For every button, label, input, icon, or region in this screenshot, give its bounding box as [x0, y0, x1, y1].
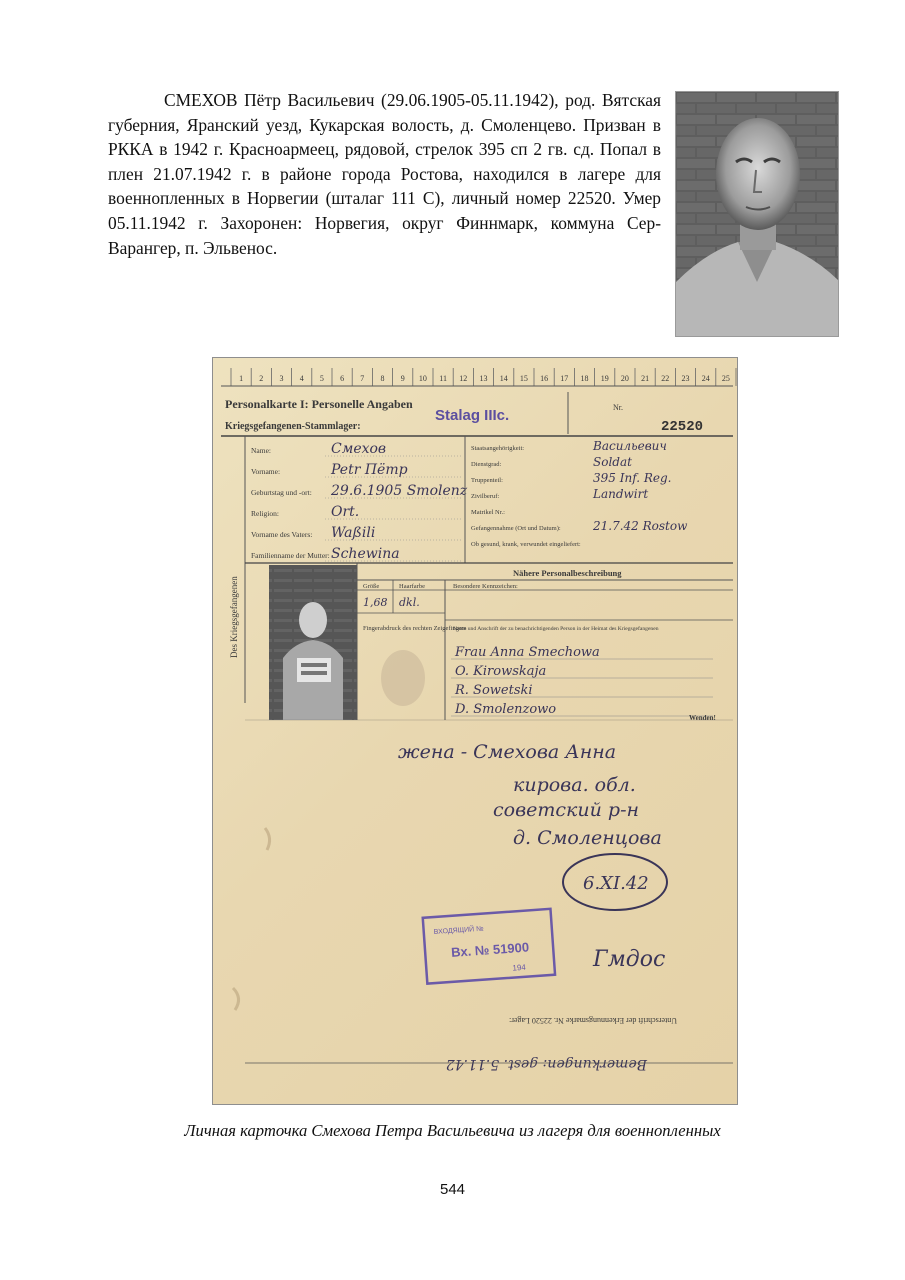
field-value: 395 Inf. Reg.: [593, 471, 672, 485]
column-number: 10: [418, 374, 427, 383]
stamp-line: 194: [512, 962, 527, 973]
field-label: Truppenteil:: [471, 477, 503, 484]
column-number: 7: [360, 374, 365, 383]
portrait-photo: [675, 91, 839, 337]
field-value: Waßili: [331, 525, 376, 541]
column-number: 22: [661, 374, 670, 383]
handwritten-line: кирова. обл.: [513, 774, 636, 796]
card-title: Personalkarte I: Personelle Angaben: [225, 397, 413, 411]
column-number: 25: [721, 374, 730, 383]
inverted-note: Bemerkungen: gest. 5.11.42: [445, 1056, 647, 1072]
field-value: Petr Пётр: [331, 462, 408, 478]
notify-line: Frau Anna Smechowa: [455, 645, 600, 660]
figure-caption: Личная карточка Смехова Петра Васильевича из лагеря для военнопленных: [184, 1121, 721, 1140]
description-value: dkl.: [399, 596, 420, 609]
number-label: Nr.: [613, 403, 623, 412]
notify-label: Name und Anschrift der zu benachrichtigenden Person in der Heimat des Kriegsgefangenen: [453, 626, 659, 632]
field-value: Landwirt: [593, 487, 649, 501]
column-number: 16: [540, 374, 549, 383]
prisoner-photo: [269, 565, 357, 720]
column-number: 11: [439, 374, 447, 383]
signature: Гмдос: [593, 947, 666, 972]
handwritten-line: д. Смоленцова: [513, 827, 662, 849]
column-number: 9: [400, 374, 405, 383]
column-number: 17: [560, 374, 569, 383]
field-value: Soldat: [593, 455, 632, 469]
column-number: 2: [259, 374, 264, 383]
column-number: 14: [499, 374, 508, 383]
field-value: Ort.: [331, 504, 360, 520]
card-number: 22520: [661, 419, 704, 435]
field-label: Ob gesund, krank, verwundet eingeliefert:: [471, 541, 581, 548]
description-column: Größe: [363, 583, 380, 590]
description-column: Besondere Kennzeichen:: [453, 583, 518, 590]
column-number: 15: [519, 374, 528, 383]
prisoner-card: [212, 357, 738, 1105]
field-label: Name:: [251, 446, 271, 455]
notify-line: R. Sowetski: [455, 683, 533, 698]
stamp-line: ВХОДЯЩИЙ №: [433, 925, 484, 937]
column-number: 13: [479, 374, 488, 383]
field-value: Schewina: [331, 546, 400, 562]
column-number: 8: [380, 374, 385, 383]
column-number: 21: [641, 374, 650, 383]
handwritten-line: советский р-н: [493, 799, 639, 821]
circle-note: 6.XI.42: [583, 873, 649, 894]
biography-text: [108, 88, 661, 260]
column-number: 19: [600, 374, 609, 383]
field-label: Religion:: [251, 509, 279, 518]
field-value: Васильевич: [593, 439, 667, 453]
column-number: 5: [319, 374, 324, 383]
wenden-label: Wenden!: [689, 714, 716, 722]
column-number: 18: [580, 374, 589, 383]
fingerprint-label: Fingerabdruck des rechten Zeigefingers: [363, 625, 467, 632]
column-number: 4: [299, 374, 304, 383]
field-label: Vorname des Vaters:: [251, 530, 313, 539]
column-number: 6: [340, 374, 345, 383]
description-column: Haarfarbe: [399, 583, 425, 590]
description-value: 1,68: [363, 596, 388, 609]
field-label: Vorname:: [251, 467, 281, 476]
column-number: 24: [701, 374, 710, 383]
field-label: Gefangennahme (Ort und Datum):: [471, 525, 561, 532]
stamp-line: Вх. № 51900: [450, 939, 530, 960]
column-number: 3: [279, 374, 284, 383]
column-number-strip: [231, 368, 736, 386]
field-label: Familienname der Mutter:: [251, 551, 330, 560]
notify-line: O. Kirowskaja: [455, 664, 547, 679]
ink-stamp: [423, 909, 555, 984]
column-number: 20: [620, 374, 629, 383]
biography-paragraph: СМЕХОВ Пётр Васильевич (29.06.1905-05.11.1942), род. Вятская губерния, Яранский уезд, Кукарская волость, д. Смоленцево. Призван в РККА в 1942 г. Красноармеец, рядовой, стрелок 395 сп 2 гв. сд. Попал в плен 21.07.1942 г. в районе города Ростова, находился в лагере для военнопленных в Норвегии (шталаг 111 С), личный номер 22520. Умер 05.11.1942 г. Захоронен: Норвегия, округ Финнмарк, коммуна Сер-Варангер, п. Эльвенос.: [108, 90, 661, 258]
camp-label: Kriegsgefangenen-Stammlager:: [225, 421, 361, 432]
side-label: Des Kriegsgefangenen: [229, 576, 239, 658]
camp-stamp: Stalag IIIc.: [435, 407, 510, 424]
page-number: 544: [439, 1181, 466, 1198]
field-label: Staatsangehörigkeit:: [471, 445, 525, 452]
column-number: 1: [239, 374, 244, 383]
column-number: 23: [681, 374, 690, 383]
field-label: Dienstgrad:: [471, 461, 502, 468]
notify-line: D. Smolenzowo: [455, 702, 557, 717]
description-header: Nähere Personalbeschreibung: [513, 568, 622, 578]
field-label: Matrikel Nr.:: [471, 509, 505, 516]
inverted-footer: Unterschrift der Erkennungsmarke Nr. 22520 Lager:: [509, 1016, 677, 1025]
field-label: Geburtstag und -ort:: [251, 488, 312, 497]
field-label: Zivilberuf:: [471, 493, 500, 500]
column-number: 12: [459, 374, 468, 383]
field-value: Смехов: [331, 441, 387, 457]
handwritten-line: жена - Смехова Анна: [398, 741, 617, 763]
field-value: 29.6.1905 Smolenz: [331, 483, 468, 499]
field-value: 21.7.42 Rostow: [593, 519, 688, 533]
